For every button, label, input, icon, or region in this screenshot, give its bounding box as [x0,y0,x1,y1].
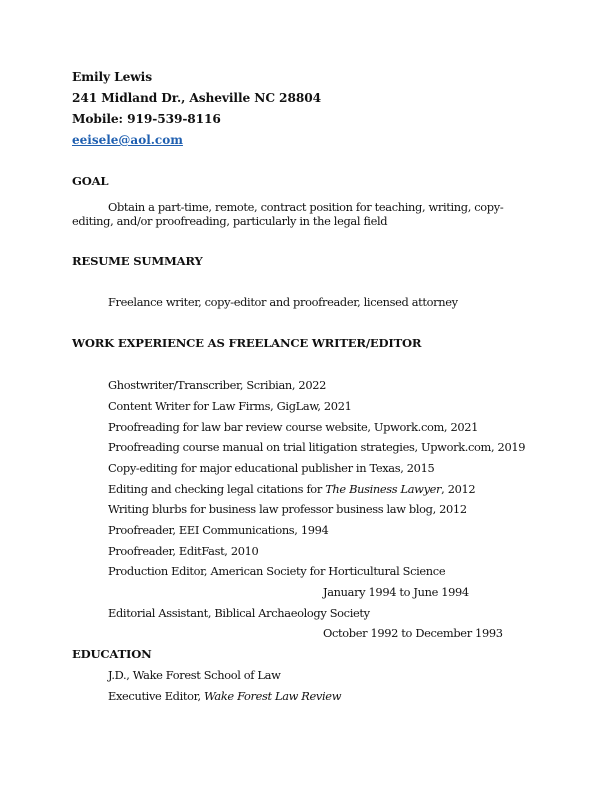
goal-text: Obtain a part-time, remote, contract position for teaching, writing, copy-editing, and/or proofreading, particularly in the legal field [72,200,504,228]
email-link[interactable]: eeisele@aol.com [72,133,183,147]
section-heading-work: WORK EXPERIENCE AS FREELANCE WRITER/EDITOR [72,336,422,350]
work-item: Proofreader, EditFast, 2010 [108,544,259,558]
work-item: Writing blurbs for business law professor business law blog, 2012 [108,502,467,516]
law-review-title: Wake Forest Law Review [204,689,342,703]
education-degree: J.D., Wake Forest School of Law [108,668,281,682]
work-item: Proofreading for law bar review course website, Upwork.com, 2021 [108,420,479,434]
work-item [108,482,475,496]
education-role-text: Executive Editor, [108,689,205,703]
work-item: Production Editor, American Society for Horticultural Science [108,564,446,578]
contact-name: Emily Lewis [72,70,152,84]
section-heading-education: EDUCATION [72,647,152,661]
section-heading-goal: GOAL [72,174,109,188]
contact-mobile: Mobile: 919-539-8116 [72,112,221,126]
work-item: Proofreading course manual on trial litigation strategies, Upwork.com, 2019 [108,440,526,454]
summary-text: Freelance writer, copy-editor and proofreader, licensed attorney [108,295,458,309]
work-item: Copy-editing for major educational publisher in Texas, 2015 [108,461,435,475]
work-item-text: Editing and checking legal citations for [108,482,326,496]
work-item: Editorial Assistant, Biblical Archaeology Society [108,606,370,620]
education-role [108,689,341,703]
work-item-year: , 2012 [441,482,476,496]
work-item: Proofreader, EEI Communications, 1994 [108,523,329,537]
work-item-dates: October 1992 to December 1993 [323,626,503,640]
work-item-dates: January 1994 to June 1994 [323,585,469,599]
publication-title: The Business Lawyer [325,482,442,496]
work-item: Ghostwriter/Transcriber, Scribian, 2022 [108,378,327,392]
section-heading-summary: RESUME SUMMARY [72,254,203,268]
contact-address: 241 Midland Dr., Asheville NC 28804 [72,91,321,105]
work-item: Content Writer for Law Firms, GigLaw, 2021 [108,399,352,413]
